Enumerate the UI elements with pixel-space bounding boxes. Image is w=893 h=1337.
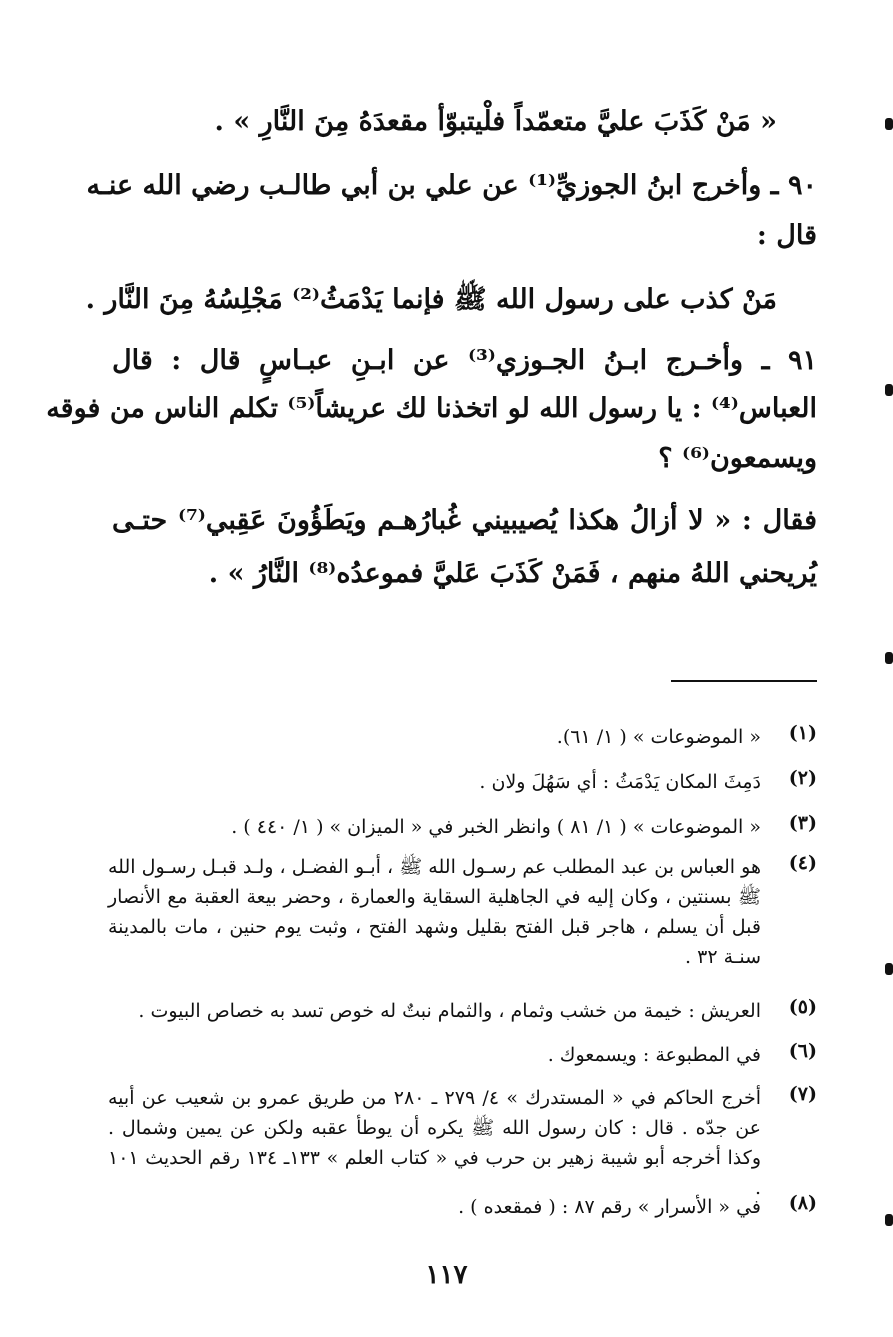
footnote-text: هو العباس بن عبد المطلب عم رسـول الله ﷺ ، أبـو الفضـل ، ولـد قبـل رسـول الله ﷺ بسنتين ، وكان إليه في الجاهلية السقاية والعمارة ، وحضر بيعة العقبة مع الأنصار قبل أن يسلم ، هاجر قبل الفتح بقليل وشهد الفتح ، وثبت يوم حنين ، مات بالمدينة سنـة ٣٢ . [108, 856, 761, 968]
hadith-90-quote: مَنْ كذب على رسول الله ﷺ فإنما يَدْمَثُ⁽²⁾ مَجْلِسُهُ مِنَ النَّار . [85, 284, 777, 315]
footnote-text: أخرج الحاكم في « المستدرك » ٤/ ٢٧٩ ـ ٢٨٠ من طريق عمرو بن شعيب عن أبيه عن جدّه . قال : كان رسول الله ﷺ يكره أن يوطأ عقبه ولكن عن يمين وشمال . وكذا أخرجه أبو شيبة زهير بن حرب في « كتاب العلم » ١٣٣ـ ١٣٤ رقم الحديث ١٠١ . [108, 1087, 762, 1199]
footnote-number: (٥) [788, 996, 817, 1018]
margin-mark [885, 963, 893, 975]
footnote-number: (١) [788, 722, 817, 744]
footnote-1 [108, 722, 817, 752]
hadith-91-line-3: ويسمعون⁽⁶⁾ ؟ [658, 443, 817, 474]
footnote-5 [108, 996, 817, 1026]
footnote-text: في « الأسرار » رقم ٨٧ : ( فمقعده ) . [458, 1196, 761, 1218]
footnote-number: (٨) [788, 1192, 817, 1214]
footnote-6 [108, 1040, 817, 1070]
hadith-91-line-5: يُريحني اللهُ منهم ، فَمَنْ كَذَبَ عَليَّ فموعدُه⁽⁸⁾ النَّارُ » . [208, 558, 817, 589]
footnote-8 [108, 1192, 817, 1222]
footnote-number: (٢) [788, 767, 817, 789]
margin-mark [885, 1214, 893, 1226]
footnote-3 [108, 812, 817, 842]
footnote-7 [108, 1083, 817, 1199]
footnote-text: دَمِثَ المكان يَدْمَثُ : أي سَهُلَ ولان . [479, 771, 761, 793]
footnote-divider [671, 680, 817, 682]
footnote-text: « الموضوعات » ( ١/ ٦١). [556, 726, 761, 748]
margin-mark [885, 652, 893, 664]
page-number: ١١٧ [425, 1260, 468, 1290]
footnote-text: العريش : خيمة من خشب وثمام ، والثمام نبتٌ له خوص تسد به خصاص البيوت . [138, 1000, 761, 1022]
margin-mark [885, 118, 893, 130]
hadith-91-line-1: ٩١ ـ وأخـرج ابـنُ الجـوزي⁽³⁾ عن ابـنِ عبـاسٍ قال : قال [112, 345, 818, 376]
hadith-90-line-1: ٩٠ ـ وأخرج ابنُ الجوزيِّ⁽¹⁾ عن علي بن أبي طالـب رضي الله عنـه [86, 170, 817, 201]
footnote-number: (٣) [788, 812, 817, 834]
main-text [46, 0, 818, 620]
footnote-2 [108, 767, 817, 797]
margin-mark [885, 384, 893, 396]
footnote-number: (٧) [788, 1083, 817, 1105]
footnote-4 [108, 852, 817, 977]
footnote-text: في المطبوعة : ويسمعوك . [547, 1044, 761, 1066]
footnote-number: (٦) [788, 1040, 817, 1062]
hadith-91-line-4: فقال : « لا أزالُ هكذا يُصيبيني غُبارُهـم ويَطَؤُونَ عَقِبي⁽⁷⁾ حتـى [112, 505, 817, 536]
hadith-90-line-2: قال : [756, 220, 817, 251]
footnote-number: (٤) [788, 852, 817, 874]
hadith-line-1: « مَنْ كَذَبَ عليَّ متعمّداً فلْيتبوّأ مقعدَهُ مِنَ النَّارِ » . [214, 106, 777, 137]
hadith-91-line-2: العباس⁽⁴⁾ : يا رسول الله لو اتخذنا لك عريشاً⁽⁵⁾ تكلم الناس من فوقه [46, 393, 817, 424]
footnote-text: « الموضوعات » ( ١/ ٨١ ) وانظر الخبر في « الميزان » ( ١/ ٤٤٠ ) . [231, 816, 761, 838]
